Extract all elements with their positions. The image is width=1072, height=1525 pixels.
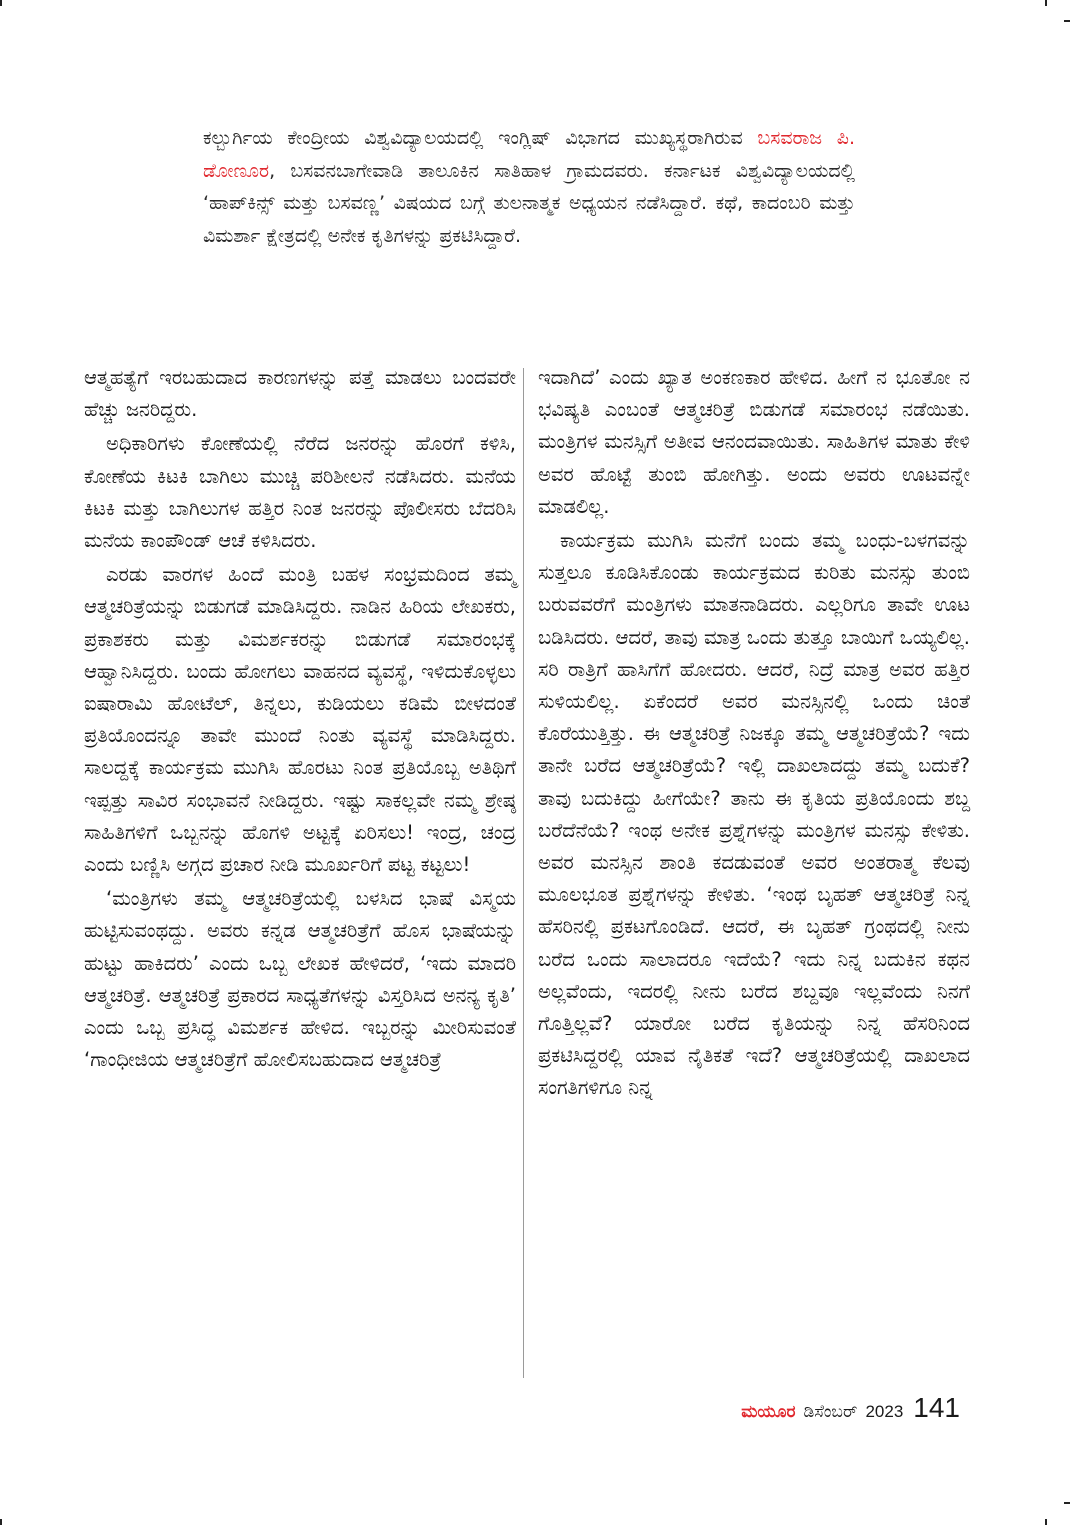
left-paragraph-4: ‘ಮಂತ್ರಿಗಳು ತಮ್ಮ ಆತ್ಮಚರಿತ್ರೆಯಲ್ಲಿ ಬಳಸಿದ ಭಾಷೆ ವಿಸ್ಮಯ ಹುಟ್ಟಿಸುವಂಥದ್ದು. ಅವರು ಕನ್ನಡ ಆತ್ಮಚರಿತ್ರೆಗೆ ಹೊಸ ಭಾಷೆಯನ್ನು ಹುಟ್ಟು ಹಾಕಿದರು’ ಎಂದು ಒಬ್ಬ ಲೇಖಕ ಹೇಳಿದರೆ, ‘ಇದು ಮಾದರಿ ಆತ್ಮಚರಿತ್ರೆ. ಆತ್ಮಚರಿತ್ರೆ ಪ್ರಕಾರದ ಸಾಧ್ಯತೆಗಳನ್ನು ವಿಸ್ತರಿಸಿದ ಅನನ್ಯ ಕೃತಿ’ ಎಂದು ಒಬ್ಬ ಪ್ರಸಿದ್ಧ ವಿಮರ್ಶಕ ಹೇಳಿದ. ಇಬ್ಬರನ್ನು ಮೀರಿಸುವಂತೆ ‘ಗಾಂಧೀಜಿಯ ಆತ್ಮಚರಿತ್ರೆಗೆ ಹೋಲಿಸಬಹುದಾದ ಆತ್ಮಚರಿತ್ರೆ — [84, 887, 516, 1072]
issue-month: ಡಿಸೆಂಬರ್ — [803, 1402, 858, 1421]
left-paragraph-3: ಎರಡು ವಾರಗಳ ಹಿಂದೆ ಮಂತ್ರಿ ಬಹಳ ಸಂಭ್ರಮದಿಂದ ತಮ್ಮ ಆತ್ಮಚರಿತ್ರೆಯನ್ನು ಬಿಡುಗಡೆ ಮಾಡಿಸಿದ್ದರು. ನಾಡಿನ ಹಿರಿಯ ಲೇಖಕರು, ಪ್ರಕಾಶಕರು ಮತ್ತು ವಿಮರ್ಶಕರನ್ನು ಬಿಡುಗಡೆ ಸಮಾರಂಭಕ್ಕೆ ಆಹ್ವಾನಿಸಿದ್ದರು. ಬಂದು ಹೋಗಲು ವಾಹನದ ವ್ಯವಸ್ಥೆ, ಇಳಿದುಕೊಳ್ಳಲು ಐಷಾರಾಮಿ ಹೋಟೆಲ್, ತಿನ್ನಲು, ಕುಡಿಯಲು ಕಡಿಮೆ ಬೀಳದಂತೆ ಪ್ರತಿಯೊಂದನ್ನೂ ತಾವೇ ಮುಂದೆ ನಿಂತು ವ್ಯವಸ್ಥೆ ಮಾಡಿಸಿದ್ದರು. ಸಾಲದ್ದಕ್ಕೆ ಕಾರ್ಯಕ್ರಮ ಮುಗಿಸಿ ಹೊರಟು ನಿಂತ ಪ್ರತಿಯೊಬ್ಬ ಅತಿಥಿಗೆ ಇಪ್ಪತ್ತು ಸಾವಿರ ಸಂಭಾವನೆ ನೀಡಿದ್ದರು. ಇಷ್ಟು ಸಾಕಲ್ಲವೇ ನಮ್ಮ ಶ್ರೇಷ್ಠ ಸಾಹಿತಿಗಳಿಗೆ ಒಬ್ಬನನ್ನು ಹೊಗಳಿ ಅಟ್ಟಕ್ಕೆ ಏರಿಸಲು! ಇಂದ್ರ, ಚಂದ್ರ ಎಂದು ಬಣ್ಣಿಸಿ ಅಗ್ಗದ ಪ್ರಚಾರ ನೀಡಿ ಮೂರ್ಖರಿಗೆ ಪಟ್ಟ ಕಟ್ಟಲು! — [84, 563, 516, 877]
left-paragraph-2: ಅಧಿಕಾರಿಗಳು ಕೋಣೆಯಲ್ಲಿ ನೆರೆದ ಜನರನ್ನು ಹೊರಗೆ ಕಳಿಸಿ, ಕೋಣೆಯ ಕಿಟಕಿ ಬಾಗಿಲು ಮುಚ್ಚಿ ಪರಿಶೀಲನೆ ನಡೆಸಿದರು. ಮನೆಯ ಕಿಟಕಿ ಮತ್ತು ಬಾಗಿಲುಗಳ ಹತ್ತಿರ ನಿಂತ ಜನರನ್ನು ಪೊಲೀಸರು ಬೆದರಿಸಿ ಮನೆಯ ಕಾಂಪೌಂಡ್ ಆಚೆ ಕಳಿಸಿದರು. — [84, 432, 516, 553]
right-column — [538, 362, 970, 1105]
left-paragraph-1: ಆತ್ಮಹತ್ಯೆಗೆ ಇರಬಹುದಾದ ಕಾರಣಗಳನ್ನು ಪತ್ತೆ ಮಾಡಲು ಬಂದವರೇ ಹೆಚ್ಚು ಜನರಿದ್ದರು. — [84, 366, 516, 422]
crop-mark-bottom-right — [1045, 1519, 1047, 1525]
crop-mark-right-lower — [1064, 1502, 1070, 1504]
bio-text-after-name: , ಬಸವನಬಾಗೇವಾಡಿ ತಾಲೂಕಿನ ಸಾತಿಹಾಳ ಗ್ರಾಮದವರು. ಕರ್ನಾಟಕ ವಿಶ್ವವಿದ್ಯಾಲಯದಲ್ಲಿ ‘ಹಾಪ್‌ಕಿನ್ಸ್ ಮತ್ತು ಬಸವಣ್ಣ’ ವಿಷಯದ ಬಗ್ಗೆ ತುಲನಾತ್ಮಕ ಅಧ್ಯಯನ ನಡೆಸಿದ್ದಾರೆ. ಕಥೆ, ಕಾದಂಬರಿ ಮತ್ತು ವಿಮರ್ಶಾ ಕ್ಷೇತ್ರದಲ್ಲಿ ಅನೇಕ ಕೃತಿಗಳನ್ನು ಪ್ರಕಟಿಸಿದ್ದಾರೆ. — [203, 159, 855, 247]
issue-year: 2023 — [865, 1402, 904, 1421]
magazine-logo: ಮಯೂರ — [741, 1402, 796, 1421]
crop-mark-bottom-left — [0, 1519, 2, 1525]
crop-mark-top-right — [1045, 0, 1047, 6]
right-paragraph-2: ಕಾರ್ಯಕ್ರಮ ಮುಗಿಸಿ ಮನೆಗೆ ಬಂದು ತಮ್ಮ ಬಂಧು-ಬಳಗವನ್ನು ಸುತ್ತಲೂ ಕೂಡಿಸಿಕೊಂಡು ಕಾರ್ಯಕ್ರಮದ ಕುರಿತು ಮನಸ್ಸು ತುಂಬಿ ಬರುವವರೆಗೆ ಮಂತ್ರಿಗಳು ಮಾತನಾಡಿದರು. ಎಲ್ಲರಿಗೂ ತಾವೇ ಊಟ ಬಡಿಸಿದರು. ಆದರೆ, ತಾವು ಮಾತ್ರ ಒಂದು ತುತ್ತೂ ಬಾಯಿಗೆ ಒಯ್ಯಲಿಲ್ಲ. ಸರಿ ರಾತ್ರಿಗೆ ಹಾಸಿಗೆಗೆ ಹೋದರು. ಆದರೆ, ನಿದ್ರೆ ಮಾತ್ರ ಅವರ ಹತ್ತಿರ ಸುಳಿಯಲಿಲ್ಲ. ಏಕೆಂದರೆ ಅವರ ಮನಸ್ಸಿನಲ್ಲಿ ಒಂದು ಚಿಂತೆ ಕೊರೆಯುತ್ತಿತ್ತು. ಈ ಆತ್ಮಚರಿತ್ರೆ ನಿಜಕ್ಕೂ ತಮ್ಮ ಆತ್ಮಚರಿತ್ರೆಯೆ? ಇದು ತಾನೇ ಬರೆದ ಆತ್ಮಚರಿತ್ರೆಯೆ? ಇಲ್ಲಿ ದಾಖಲಾದದ್ದು ತಮ್ಮ ಬದುಕೆ? ತಾವು ಬದುಕಿದ್ದು ಹೀಗೆಯೇ? ತಾನು ಈ ಕೃತಿಯ ಪ್ರತಿಯೊಂದು ಶಬ್ದ ಬರೆದೆನೆಯೆ? ಇಂಥ ಅನೇಕ ಪ್ರಶ್ನೆಗಳನ್ನು ಮಂತ್ರಿಗಳ ಮನಸ್ಸು ಕೇಳಿತು. ಅವರ ಮನಸ್ಸಿನ ಶಾಂತಿ ಕದಡುವಂತೆ ಅವರ ಅಂತರಾತ್ಮ ಕೆಲವು ಮೂಲಭೂತ ಪ್ರಶ್ನೆಗಳನ್ನು ಕೇಳಿತು. ‘ಇಂಥ ಬೃಹತ್ ಆತ್ಮಚರಿತ್ರೆ ನಿನ್ನ ಹೆಸರಿನಲ್ಲಿ ಪ್ರಕಟಗೊಂಡಿದೆ. ಆದರೆ, ಈ ಬೃಹತ್ ಗ್ರಂಥದಲ್ಲಿ ನೀನು ಬರೆದ ಒಂದು ಸಾಲಾದರೂ ಇದೆಯೆ? ಇದು ನಿನ್ನ ಬದುಕಿನ ಕಥನ ಅಲ್ಲವೆಂದು, ಇದರಲ್ಲಿ ನೀನು ಬರೆದ ಶಬ್ದವೂ ಇಲ್ಲವೆಂದು ನಿನಗೆ ಗೊತ್ತಿಲ್ಲವೆ? ಯಾರೋ ಬರೆದ ಕೃತಿಯನ್ನು ನಿನ್ನ ಹೆಸರಿನಿಂದ ಪ್ರಕಟಿಸಿದ್ದರಲ್ಲಿ ಯಾವ ನೈತಿಕತೆ ಇದೆ? ಆತ್ಮಚರಿತ್ರೆಯಲ್ಲಿ ದಾಖಲಾದ ಸಂಗತಿಗಳಿಗೂ ನಿನ್ನ — [538, 529, 970, 1100]
right-paragraph-1: ಇದಾಗಿದೆ’ ಎಂದು ಖ್ಯಾತ ಅಂಕಣಕಾರ ಹೇಳಿದ. ಹೀಗೆ ನ ಭೂತೋ ನ ಭವಿಷ್ಯತಿ ಎಂಬಂತೆ ಆತ್ಮಚರಿತ್ರೆ ಬಿಡುಗಡೆ ಸಮಾರಂಭ ನಡೆಯಿತು. ಮಂತ್ರಿಗಳ ಮನಸ್ಸಿಗೆ ಅತೀವ ಆನಂದವಾಯಿತು. ಸಾಹಿತಿಗಳ ಮಾತು ಕೇಳಿ ಅವರ ಹೊಟ್ಟೆ ತುಂಬಿ ಹೋಗಿತ್ತು. ಅಂದು ಅವರು ಊಟವನ್ನೇ ಮಾಡಲಿಲ್ಲ. — [538, 366, 970, 518]
crop-mark-top-left — [0, 0, 2, 6]
page-number: 141 — [913, 1392, 960, 1423]
left-column — [84, 362, 516, 1076]
page-footer — [741, 1392, 960, 1424]
crop-mark-right-upper — [1064, 20, 1070, 22]
author-bio — [203, 122, 855, 252]
bio-text-before-name: ಕಲ್ಬುರ್ಗಿಯ ಕೇಂದ್ರೀಯ ವಿಶ್ವವಿದ್ಯಾಲಯದಲ್ಲಿ ಇಂಗ್ಲಿಷ್ ವಿಭಾಗದ ಮುಖ್ಯಸ್ಥರಾಗಿರುವ — [203, 127, 758, 149]
author-name: ಬಸವರಾಜ ಪಿ. ಡೋಣೂರ — [203, 127, 855, 182]
column-divider — [523, 368, 524, 1378]
